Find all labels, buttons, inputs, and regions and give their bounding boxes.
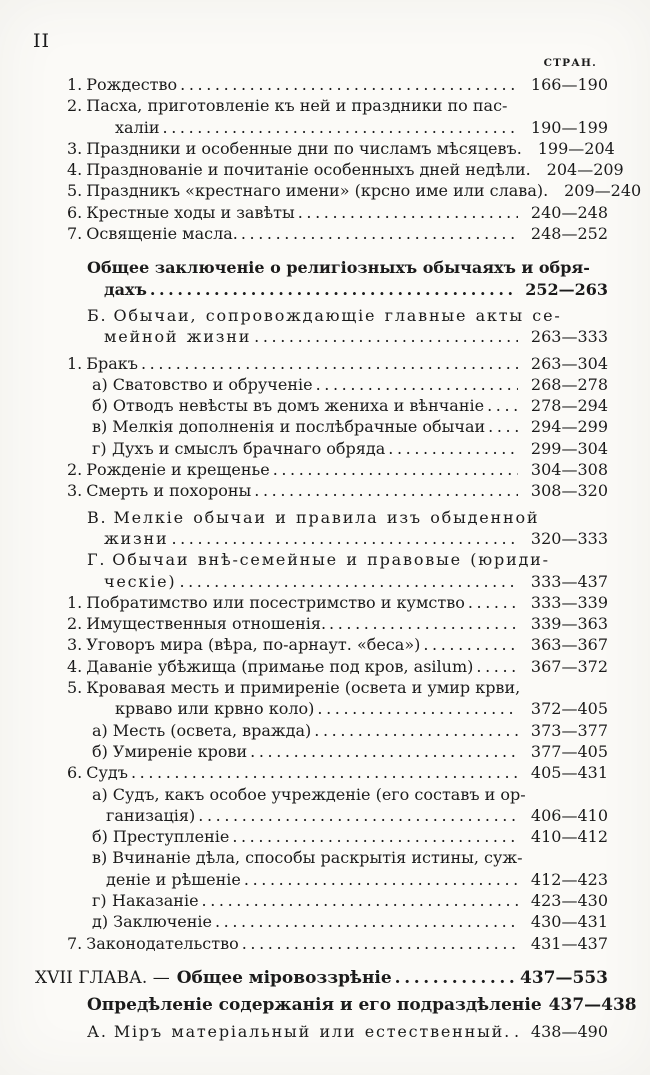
toc-line [0, 762, 608, 783]
dot-leader [298, 202, 518, 223]
toc-line-text: Бракъ [86, 353, 138, 373]
toc-line-pages: 377—405 [530, 741, 608, 761]
toc-line [0, 180, 642, 201]
toc-line-text: Судъ, какъ особое учрежденіе (его составъ и ор- [112, 784, 526, 804]
toc-line-pages: 209—240 [564, 181, 642, 201]
dot-leader [487, 395, 518, 416]
toc-line-prefix: 6. [67, 763, 83, 783]
toc-line [0, 138, 615, 159]
dot-leader [215, 911, 518, 932]
dot-leader [254, 480, 518, 501]
toc-line-prefix: 2. [67, 96, 83, 116]
toc-line [0, 698, 608, 719]
dot-leader [141, 353, 518, 374]
toc-line-prefix: 2. [67, 460, 83, 480]
toc-line-pages: 252—263 [525, 279, 608, 299]
toc-line-text: Общее заключеніе о религіозныхъ обычаяхъ и обря- [87, 258, 590, 278]
dot-leader [202, 890, 518, 911]
toc-line-text: Общее міровоззрѣніе [176, 967, 392, 988]
dot-leader [250, 741, 518, 762]
toc-line-pages: 308—320 [530, 481, 608, 501]
dot-leader [150, 279, 518, 300]
toc-line-pages: 166—190 [530, 75, 608, 94]
toc-line-text: Обычаи, сопровождающіе главные акты се- [113, 305, 562, 325]
toc-line-prefix: Г. [87, 550, 107, 570]
toc-line-prefix: 1. [67, 353, 83, 373]
toc-line [0, 353, 608, 374]
toc-line-pages: 240—248 [530, 202, 608, 222]
toc-line-text: Рожденіе и крещенье [86, 460, 270, 480]
toc-line-text: Имущественныя отношенія. [86, 614, 327, 634]
toc-line-pages: 268—278 [530, 374, 608, 394]
toc-line-text: Празднованіе и почитаніе особенныхъ дней недѣли. [86, 160, 531, 180]
toc-line [0, 74, 608, 95]
toc-line-pages: 367—372 [530, 656, 608, 676]
toc-line-prefix: В. [87, 507, 108, 527]
dot-leader [317, 698, 518, 719]
toc-line-pages: 294—299 [530, 417, 608, 437]
toc-line-pages: 437—438 [548, 994, 637, 1015]
toc-line-prefix: б) [92, 396, 108, 416]
toc-line-text: Вчинаніе дѣла, способы раскрытія истины, суж- [112, 848, 523, 868]
dot-leader [468, 592, 518, 613]
toc-line [0, 507, 608, 528]
toc-line [0, 279, 608, 300]
toc-line-prefix: а) [92, 720, 108, 740]
toc-line-prefix: 2. [67, 614, 83, 634]
toc-line-pages: 204—209 [546, 160, 624, 180]
toc-line-text: Смерть и похороны [86, 481, 252, 501]
toc-line [0, 805, 608, 826]
toc-line-pages: 299—304 [530, 438, 608, 458]
toc-line [0, 117, 608, 138]
folio-page-number: II [33, 30, 51, 52]
toc-line-pages: 199—204 [537, 138, 615, 158]
toc-line-text: Отводъ невѣсты въ домъ жениха и вѣнчаніе [112, 396, 485, 416]
toc-line [0, 613, 608, 634]
toc-line-text: мейной жизни [104, 327, 252, 347]
dot-leader [244, 869, 518, 890]
toc-line-prefix: А. [87, 1021, 108, 1041]
toc-line-prefix: а) [92, 784, 108, 804]
toc-line-prefix: г) [92, 890, 107, 910]
toc-line-text: Крестные ходы и завѣты [86, 202, 295, 222]
toc-line-text: Наказаніе [112, 890, 199, 910]
dot-leader [316, 374, 518, 395]
toc-line-text: Міръ матеріальный или естественный. [113, 1021, 511, 1041]
toc-line-prefix: 3. [67, 138, 83, 158]
toc-line [0, 223, 608, 244]
toc-line [0, 967, 608, 989]
toc-line-pages: 372—405 [530, 699, 608, 719]
toc-line [0, 459, 608, 480]
toc-line-prefix: 6. [67, 202, 83, 222]
toc-line [0, 374, 608, 395]
dot-leader [423, 634, 518, 655]
toc-line [0, 826, 608, 847]
toc-line-text: халіи [115, 117, 160, 137]
toc-line [0, 549, 608, 570]
toc-line-text: Духъ и смыслъ брачнаго обряда [112, 438, 386, 458]
toc-line-prefix: а) [92, 374, 108, 394]
toc-line-pages: 339—363 [530, 614, 608, 634]
toc-line-text: Месть (освета, вражда) [112, 720, 312, 740]
toc-line-prefix: 3. [67, 635, 83, 655]
toc-line [0, 95, 608, 116]
toc-line-text: Преступленіе [112, 827, 230, 847]
toc-line-prefix: 5. [67, 181, 83, 201]
toc-line-text: Освященіе масла. [86, 224, 238, 244]
toc-line-text: жизни [104, 528, 169, 548]
toc-line [0, 528, 608, 549]
toc-line-text: Кровавая месть и примиреніе (освета и умир крви, [86, 678, 521, 698]
toc-line-prefix: г) [92, 438, 107, 458]
toc-line-text: Мелкіе обычаи и правила изъ обыденной [113, 507, 540, 527]
dot-leader [273, 459, 518, 480]
toc-line-pages: 405—431 [530, 763, 608, 783]
dot-leader [476, 656, 518, 677]
toc-line-text: Пасха, приготовленіе къ ней и праздники по пас- [86, 96, 508, 116]
toc-line-prefix: Б. [87, 305, 108, 325]
toc-line-text: Обычаи внѣ-семейные и правовые (юриди- [112, 550, 550, 570]
toc-line-pages: 248—252 [530, 224, 608, 244]
toc-line [0, 784, 608, 805]
toc-line [0, 741, 608, 762]
toc-line-text: Побратимство или посестримство и кумство [86, 592, 465, 612]
toc-line-pages: 412—423 [530, 869, 608, 889]
toc-line [0, 257, 608, 278]
toc-line-prefix: в) [92, 417, 108, 437]
toc-list [0, 74, 650, 1042]
dot-leader [241, 223, 518, 244]
toc-line [0, 480, 608, 501]
toc-line-text: крваво или крвно коло) [115, 699, 315, 719]
toc-line [0, 159, 624, 180]
toc-line-pages: 406—410 [530, 805, 608, 825]
dot-leader [514, 1021, 518, 1042]
toc-line-prefix: б) [92, 741, 108, 761]
toc-line-pages: 190—199 [530, 117, 608, 137]
toc-line-pages: 423—430 [530, 890, 608, 910]
toc-line-pages: 431—437 [530, 933, 608, 953]
toc-line [0, 994, 637, 1016]
toc-line-text: Рождество [86, 75, 178, 94]
toc-line-pages: 437—553 [520, 967, 608, 988]
toc-line [0, 677, 608, 698]
toc-line-pages: 263—304 [530, 353, 608, 373]
dot-leader [395, 967, 516, 989]
toc-line [0, 202, 608, 223]
toc-line-text: Уговоръ мира (вѣра, по-арнаут. «беса») [86, 635, 421, 655]
toc-line-text: дахъ [104, 279, 147, 299]
toc-line-prefix: 7. [67, 933, 83, 953]
toc-line-text: Сватовство и обрученіе [112, 374, 313, 394]
toc-line-prefix: д) [92, 912, 109, 932]
toc-line-prefix: 1. [67, 75, 83, 94]
toc-line [0, 438, 608, 459]
dot-leader [242, 933, 518, 954]
dot-leader [314, 720, 518, 741]
toc-line [0, 869, 608, 890]
dot-leader [131, 762, 518, 783]
toc-line-prefix: 4. [67, 656, 83, 676]
toc-line-pages: 373—377 [530, 720, 608, 740]
toc-line-text: Опредѣленіе содержанія и его подраздѣленіе [87, 994, 542, 1015]
toc-line [0, 890, 608, 911]
toc-line [0, 395, 608, 416]
toc-line [0, 656, 608, 677]
dot-leader [254, 326, 518, 347]
toc-line-pages: 304—308 [530, 460, 608, 480]
toc-line-text: ганизація) [106, 805, 196, 825]
toc-line [0, 326, 608, 347]
toc-line-prefix: XVII ГЛАВА. — [35, 967, 170, 988]
dot-leader [163, 117, 518, 138]
toc-line-text: Праздники и особенные дни по числамъ мѣсяцевъ. [86, 138, 522, 158]
dot-leader [232, 826, 518, 847]
toc-line-prefix: 5. [67, 678, 83, 698]
toc-line-text: Заключеніе [113, 912, 212, 932]
dot-leader [171, 528, 518, 549]
toc-line-pages: 263—333 [530, 327, 608, 347]
toc-line-pages: 430—431 [530, 912, 608, 932]
toc-line-pages: 410—412 [530, 827, 608, 847]
toc-line [0, 571, 608, 592]
toc-line [0, 592, 608, 613]
toc-line-pages: 363—367 [530, 635, 608, 655]
toc-line-prefix: 7. [67, 224, 83, 244]
toc-line [0, 847, 608, 868]
toc-line [0, 1021, 608, 1042]
toc-line-prefix: в) [92, 848, 108, 868]
toc-line [0, 634, 608, 655]
toc-line [0, 911, 608, 932]
toc-line-prefix: 4. [67, 160, 83, 180]
pages-column-header: СТРАН. [543, 57, 597, 69]
toc-line-text: Праздникъ «крестнаго имени» (крсно име или слава). [86, 181, 549, 201]
dot-leader [179, 571, 518, 592]
toc-line-pages: 320—333 [530, 528, 608, 548]
toc-line-pages: 438—490 [530, 1021, 608, 1041]
toc-line [0, 933, 608, 954]
dot-leader [388, 438, 518, 459]
toc-line-text: Мелкія дополненія и послѣбрачные обычаи [112, 417, 486, 437]
toc-line [0, 416, 608, 437]
toc-line-pages: 333—339 [530, 592, 608, 612]
toc-line-pages: 278—294 [530, 396, 608, 416]
toc-line-text: Законодательство [86, 933, 239, 953]
toc-line-text: ческіе) [104, 571, 177, 591]
dot-leader [180, 74, 518, 95]
toc-line-text: Судъ [86, 763, 128, 783]
toc-line [0, 305, 608, 326]
toc-line-text: Умиреніе крови [112, 741, 248, 761]
toc-line-prefix: 1. [67, 592, 83, 612]
toc-line-text: Даваніе убѣжища (примање под кров, asilum) [86, 656, 474, 676]
toc-line-prefix: б) [92, 827, 108, 847]
toc-line-prefix: 3. [67, 481, 83, 501]
dot-leader [329, 613, 518, 634]
toc-line-text: деніе и рѣшеніе [106, 869, 241, 889]
dot-leader [488, 416, 518, 437]
dot-leader [198, 805, 518, 826]
toc-line-pages: 333—437 [530, 571, 608, 591]
toc-line [0, 720, 608, 741]
